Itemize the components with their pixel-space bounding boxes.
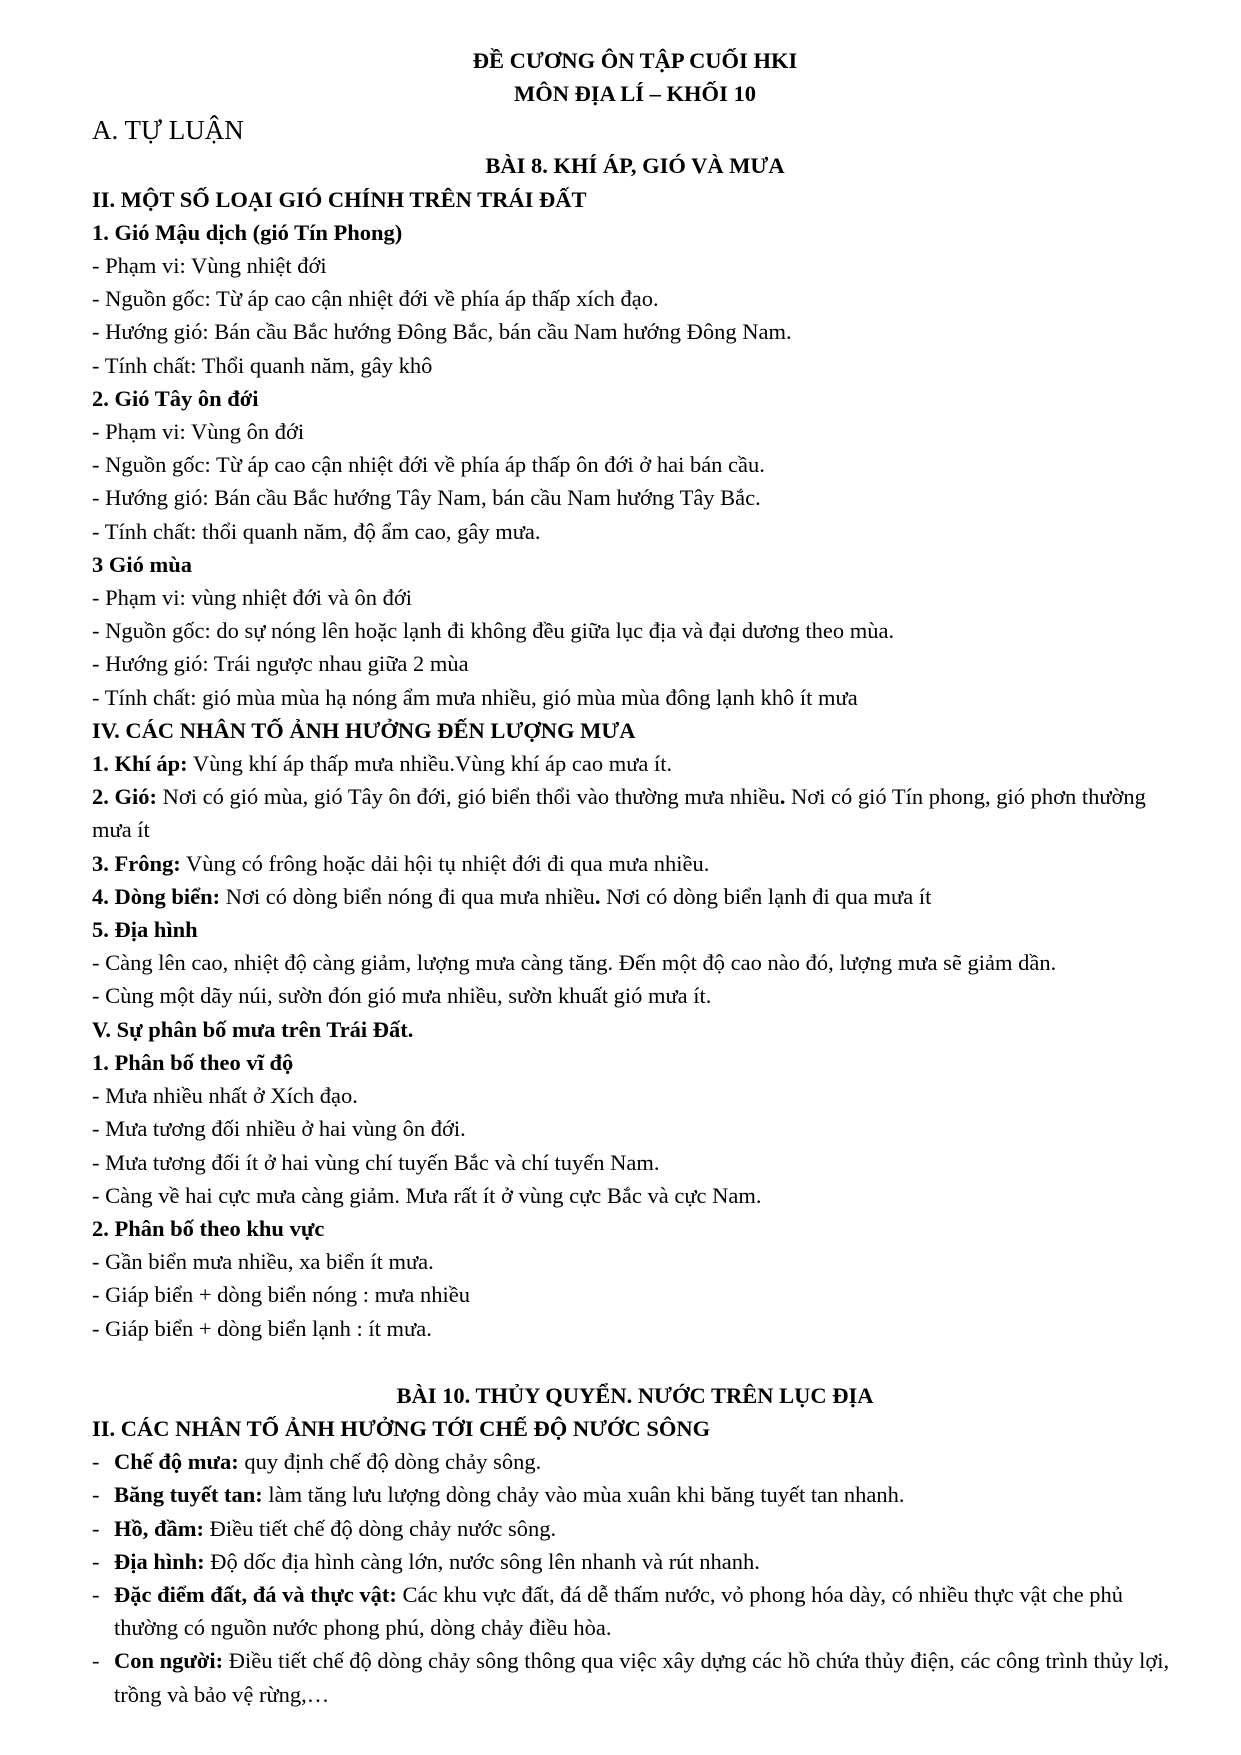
- river-factor-humans: [92, 1644, 1178, 1710]
- river-factor-terrain-text: Độ dốc địa hình càng lớn, nước sông lên nhanh và rút nhanh.: [204, 1548, 760, 1574]
- river-factor-humans-text: Điều tiết chế độ dòng chảy sông thông qua việc xây dựng các hồ chứa thủy điện, các công trình thủy lợi, trồng và bảo vệ rừng,…: [114, 1648, 1170, 1707]
- list-dash: -: [92, 1482, 100, 1508]
- factor-pressure-text: Vùng khí áp thấp mưa nhiều.Vùng khí áp cao mưa ít.: [187, 751, 673, 777]
- river-factor-soil-vegetation-label: Đặc điểm đất, đá và thực vật:: [114, 1581, 397, 1607]
- lesson10-heading: II. CÁC NHÂN TỐ ẢNH HƯỞNG TỚI CHẾ ĐỘ NƯỚC SÔNG: [92, 1415, 711, 1441]
- factor-pressure-label: 1. Khí áp:: [92, 751, 188, 777]
- region-distribution-heading: 2. Phân bố theo khu vực: [92, 1215, 325, 1241]
- trade-wind-scope: - Phạm vi: Vùng nhiệt đới: [92, 253, 327, 279]
- document-content: [92, 44, 1178, 1711]
- factor-current-label: 4. Dòng biển:: [92, 883, 221, 909]
- lesson8-part2-heading: II. MỘT SỐ LOẠI GIÓ CHÍNH TRÊN TRÁI ĐẤT: [92, 186, 587, 212]
- factor-current-text-1: Nơi có dòng biển nóng đi qua mưa nhiều: [220, 883, 595, 909]
- list-dash: -: [92, 1548, 100, 1574]
- latitude-distribution-heading: 1. Phân bố theo vĩ độ: [92, 1049, 294, 1075]
- document-subtitle: MÔN ĐỊA LÍ – KHỐI 10: [514, 81, 756, 107]
- river-factor-terrain-label: Địa hình:: [114, 1548, 205, 1574]
- river-factor-rain: [92, 1445, 1178, 1478]
- trade-wind-heading: 1. Gió Mậu dịch (gió Tín Phong): [92, 219, 403, 245]
- region-distribution-line-2: - Giáp biển + dòng biển nóng : mưa nhiều: [92, 1282, 470, 1308]
- region-distribution-line-3: - Giáp biển + dòng biển lạnh : ít mưa.: [92, 1315, 432, 1341]
- river-factor-soil-vegetation: [92, 1578, 1178, 1644]
- river-factor-terrain: [92, 1545, 1178, 1578]
- river-factor-snowmelt-text: làm tăng lưu lượng dòng chảy vào mùa xuân khi băng tuyết tan nhanh.: [262, 1482, 905, 1508]
- factor-terrain-line-1: - Càng lên cao, nhiệt độ càng giảm, lượng mưa càng tăng. Đến một độ cao nào đó, lượng mưa sẽ giảm dần.: [92, 950, 1057, 976]
- river-factor-lakes-text: Điều tiết chế độ dòng chảy nước sông.: [204, 1515, 557, 1541]
- monsoon-heading: 3 Gió mùa: [92, 551, 193, 577]
- factor-pressure: [92, 747, 1178, 780]
- factor-terrain-line-2: - Cùng một dãy núi, sườn đón gió mưa nhiều, sườn khuất gió mưa ít.: [92, 983, 712, 1009]
- list-dash: -: [92, 1515, 100, 1541]
- factor-current: [92, 880, 1178, 913]
- factor-front-label: 3. Frông:: [92, 850, 181, 876]
- factor-front-text: Vùng có frông hoặc dải hội tụ nhiệt đới đi qua mưa nhiều.: [180, 850, 710, 876]
- river-factor-humans-label: Con người:: [114, 1648, 224, 1674]
- river-factor-rain-label: Chế độ mưa:: [114, 1449, 239, 1475]
- factor-wind: [92, 780, 1178, 846]
- trade-wind-nature: - Tính chất: Thổi quanh năm, gây khô: [92, 352, 433, 378]
- monsoon-nature: - Tính chất: gió mùa mùa hạ nóng ẩm mưa nhiều, gió mùa mùa đông lạnh khô ít mưa: [92, 684, 858, 710]
- section-a-heading: A. TỰ LUẬN: [92, 115, 244, 146]
- river-factor-lakes: [92, 1512, 1178, 1545]
- westerlies-nature: - Tính chất: thổi quanh năm, độ ẩm cao, gây mưa.: [92, 518, 541, 544]
- list-dash: -: [92, 1648, 100, 1674]
- factor-wind-label: 2. Gió:: [92, 784, 157, 810]
- river-factor-rain-text: quy định chế độ dòng chảy sông.: [238, 1449, 542, 1475]
- latitude-distribution-line-2: - Mưa tương đối nhiều ở hai vùng ôn đới.: [92, 1116, 466, 1142]
- lesson8-title: BÀI 8. KHÍ ÁP, GIÓ VÀ MƯA: [485, 153, 785, 179]
- trade-wind-origin: - Nguồn gốc: Từ áp cao cận nhiệt đới về phía áp thấp xích đạo.: [92, 286, 659, 312]
- river-factor-lakes-label: Hồ, đầm:: [114, 1515, 204, 1541]
- monsoon-scope: - Phạm vi: vùng nhiệt đới và ôn đới: [92, 585, 413, 611]
- westerlies-scope: - Phạm vi: Vùng ôn đới: [92, 419, 305, 445]
- factor-wind-text-2: Nơi có gió Tín phong, gió phơn thường mưa ít: [92, 784, 1146, 843]
- river-factor-snowmelt-label: Băng tuyết tan:: [114, 1482, 263, 1508]
- latitude-distribution-line-4: - Càng về hai cực mưa càng giảm. Mưa rất ít ở vùng cực Bắc và cực Nam.: [92, 1182, 762, 1208]
- trade-wind-direction: - Hướng gió: Bán cầu Bắc hướng Đông Bắc, bán cầu Nam hướng Đông Nam.: [92, 319, 792, 345]
- list-dash: -: [92, 1581, 100, 1607]
- factor-front: [92, 847, 1178, 880]
- lesson10-title: BÀI 10. THỦY QUYỂN. NƯỚC TRÊN LỤC ĐỊA: [396, 1382, 874, 1408]
- region-distribution-line-1: - Gần biển mưa nhiều, xa biển ít mưa.: [92, 1249, 434, 1275]
- factor-wind-period: .: [779, 784, 786, 810]
- monsoon-origin: - Nguồn gốc: do sự nóng lên hoặc lạnh đi không đều giữa lục địa và đại dương theo mùa.: [92, 618, 895, 644]
- factor-terrain-heading: 5. Địa hình: [92, 917, 198, 943]
- list-dash: -: [92, 1449, 100, 1475]
- latitude-distribution-line-3: - Mưa tương đối ít ở hai vùng chí tuyến Bắc và chí tuyến Nam.: [92, 1149, 660, 1175]
- factor-wind-text-1: Nơi có gió mùa, gió Tây ôn đới, gió biển thổi vào thường mưa nhiều: [157, 784, 780, 810]
- river-factor-snowmelt: [92, 1478, 1178, 1511]
- document-title: ĐỀ CƯƠNG ÔN TẬP CUỐI HKI: [472, 48, 798, 73]
- latitude-distribution-line-1: - Mưa nhiều nhất ở Xích đạo.: [92, 1083, 358, 1109]
- westerlies-direction: - Hướng gió: Bán cầu Bắc hướng Tây Nam, bán cầu Nam hướng Tây Bắc.: [92, 485, 761, 511]
- lesson8-part4-heading: IV. CÁC NHÂN TỐ ẢNH HƯỞNG ĐẾN LƯỢNG MƯA: [92, 717, 636, 743]
- westerlies-heading: 2. Gió Tây ôn đới: [92, 385, 259, 411]
- river-factor-soil-vegetation-text: Các khu vực đất, đá dễ thấm nước, vỏ phong hóa dày, có nhiều thực vật che phủ thường có nguồn nước phong phú, dòng chảy điều hòa.: [114, 1581, 1124, 1641]
- lesson8-part5-heading: V. Sự phân bố mưa trên Trái Đất.: [92, 1016, 414, 1042]
- westerlies-origin: - Nguồn gốc: Từ áp cao cận nhiệt đới về phía áp thấp ôn đới ở hai bán cầu.: [92, 452, 765, 478]
- factor-current-text-2: Nơi có dòng biển lạnh đi qua mưa ít: [600, 883, 932, 909]
- monsoon-direction: - Hướng gió: Trái ngược nhau giữa 2 mùa: [92, 651, 469, 677]
- factor-current-period: .: [594, 883, 601, 909]
- section-spacer: [92, 1345, 1178, 1379]
